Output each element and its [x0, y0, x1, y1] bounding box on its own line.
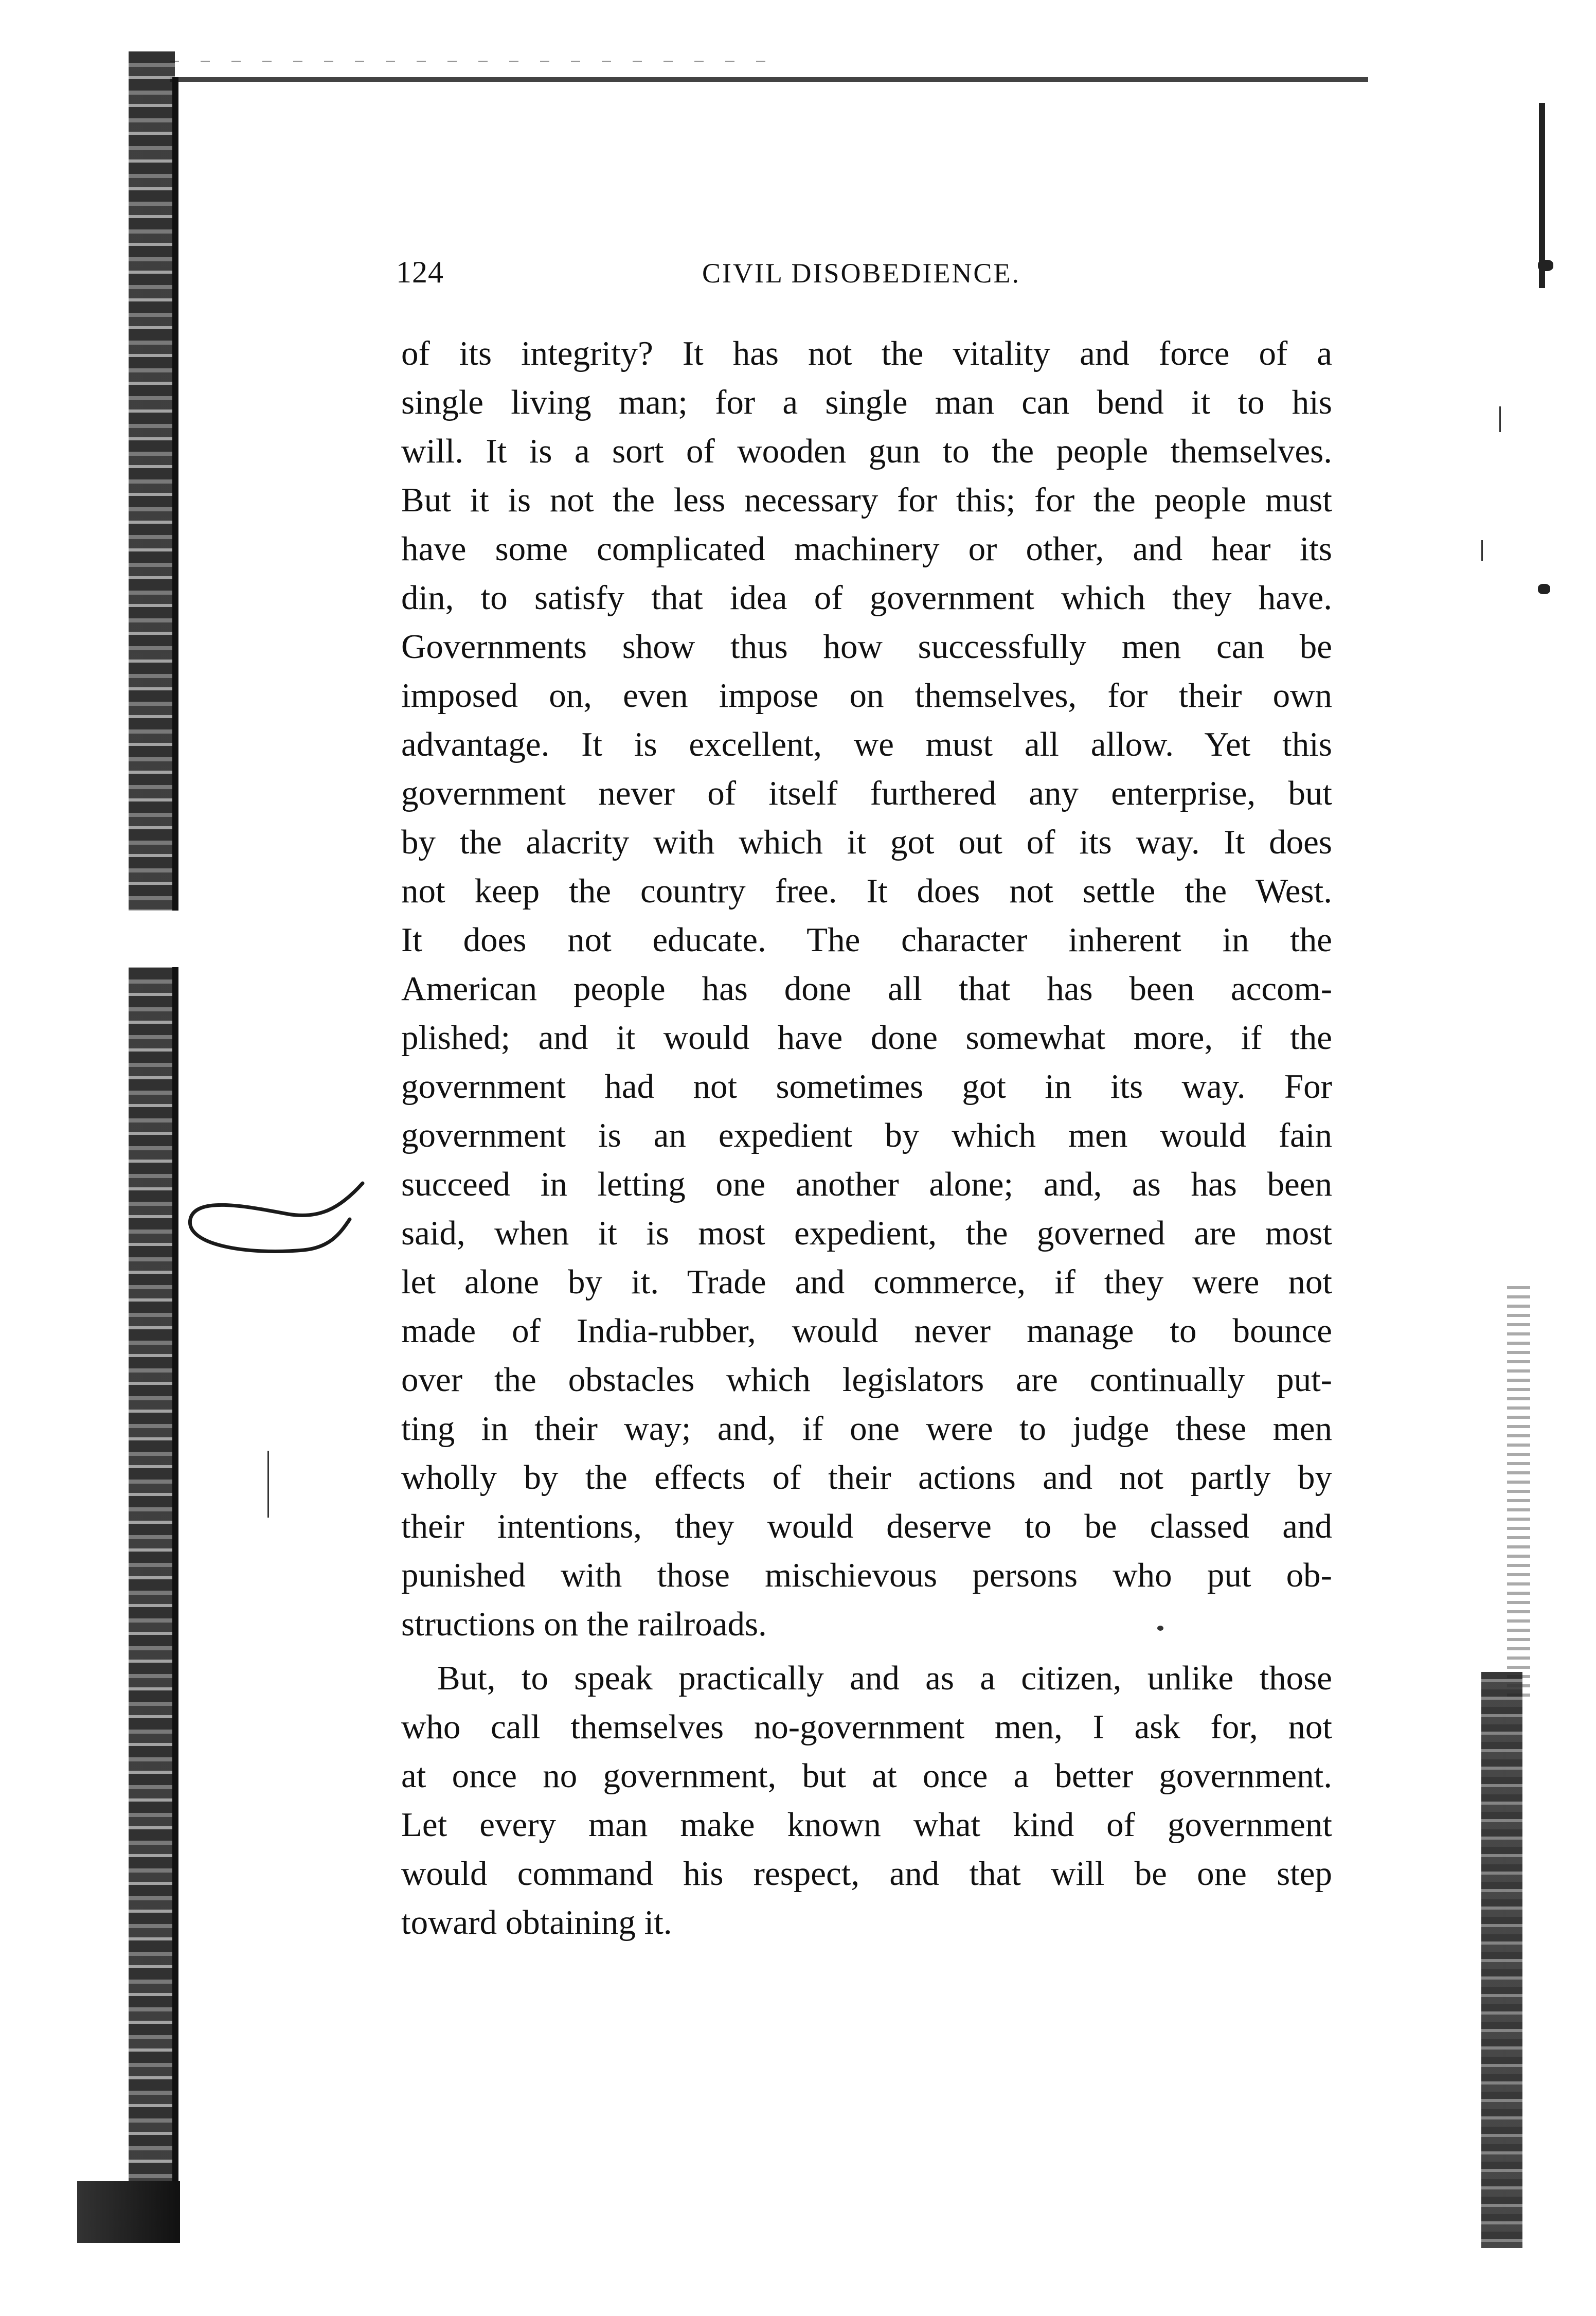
binding-gap — [123, 911, 180, 967]
binding-bottom-shadow — [77, 2181, 180, 2243]
text-line: made of India-rubber, would never manage to bounce — [401, 1312, 1332, 1350]
text-line: wholly by the effects of their actions and not partly by — [401, 1458, 1332, 1497]
text-line: said, when it is most expedient, the governed are most — [401, 1214, 1332, 1252]
text-line: will. It is a sort of wooden gun to the people themselves. — [401, 432, 1332, 470]
text-line: government is an expedient by which men would fain — [401, 1116, 1332, 1154]
text-line: din, to satisfy that idea of government which they have. — [401, 579, 1332, 617]
text-line: succeed in letting one another alone; and, as has been — [401, 1165, 1332, 1203]
text-line: at once no government, but at once a better government. — [401, 1757, 1332, 1795]
stray-mark — [1499, 406, 1501, 432]
text-line: structions on the railroads. — [401, 1605, 767, 1643]
binding-shadow-line — [172, 77, 178, 2228]
running-head: CIVIL DISOBEDIENCE. — [702, 258, 1020, 289]
text-line: government had not sometimes got in its way. For — [401, 1067, 1332, 1106]
text-line: American people has done all that has been accom- — [401, 970, 1332, 1008]
text-line: Governments show thus how successfully men can be — [401, 628, 1332, 666]
right-page-edge — [1481, 1672, 1522, 2248]
text-line: would command his respect, and that will be one step — [401, 1855, 1332, 1893]
stray-mark — [1481, 540, 1483, 561]
text-line: government never of itself furthered any enterprise, but — [401, 774, 1332, 812]
text-line: toward obtaining it. — [401, 1903, 672, 1941]
ink-blot — [1538, 260, 1553, 271]
text-line: Let every man make known what kind of government — [401, 1806, 1332, 1844]
text-line: of its integrity? It has not the vitality and force of a — [401, 334, 1332, 372]
text-line: have some complicated machinery or other, and hear its — [401, 530, 1332, 568]
text-line: single living man; for a single man can bend it to his — [401, 383, 1332, 421]
text-line: punished with those mischievous persons who put ob- — [401, 1556, 1332, 1594]
ink-blot — [1538, 584, 1550, 594]
text-line: not keep the country free. It does not settle the West. — [401, 872, 1332, 910]
text-line: advantage. It is excellent, we must all allow. Yet this — [401, 725, 1332, 763]
page-top-border — [170, 77, 1368, 82]
handwritten-loop-mark — [185, 1178, 370, 1266]
text-line: But it is not the less necessary for this; for the people must — [401, 481, 1332, 519]
book-binding-edge — [129, 51, 175, 2238]
text-line: It does not educate. The character inherent in the — [401, 921, 1332, 959]
text-line: by the alacrity with which it got out of its way. It does — [401, 823, 1332, 861]
scan-top-dashes — [170, 61, 787, 62]
text-line: imposed on, even impose on themselves, for their own — [401, 676, 1332, 715]
text-line: plished; and it would have done somewhat more, if the — [401, 1019, 1332, 1057]
text-line: over the obstacles which legislators are continually put- — [401, 1361, 1332, 1399]
text-line: who call themselves no-government men, I ask for, not — [401, 1708, 1332, 1746]
stray-mark — [267, 1451, 269, 1518]
text-line: ting in their way; and, if one were to judge these men — [401, 1410, 1332, 1448]
text-line: let alone by it. Trade and commerce, if they were not — [401, 1263, 1332, 1301]
text-line: But, to speak practically and as a citizen, unlike those — [437, 1659, 1332, 1697]
text-line: their intentions, they would deserve to be classed and — [401, 1507, 1332, 1545]
page-number: 124 — [396, 255, 444, 289]
right-edge-speckle — [1507, 1286, 1530, 1698]
